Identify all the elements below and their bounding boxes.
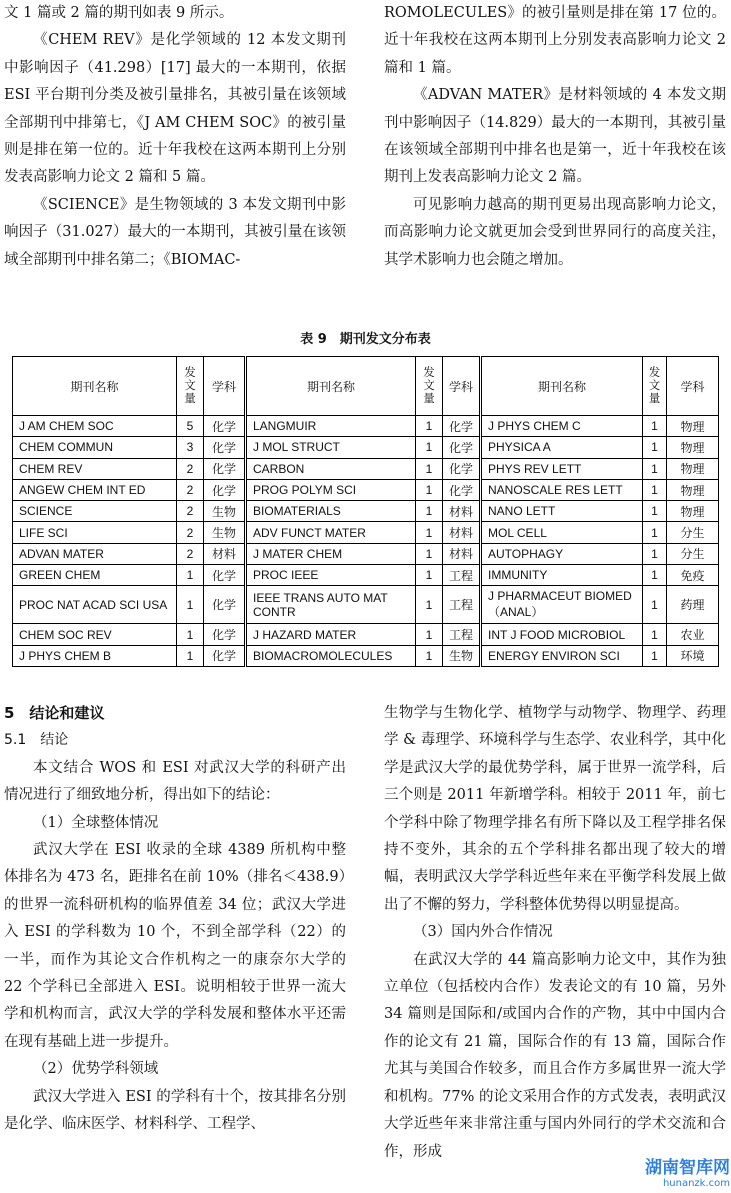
subject-cell: 物理 (667, 416, 719, 437)
table-row (13, 479, 719, 500)
count-cell: 1 (416, 437, 443, 458)
count-cell: 1 (416, 565, 443, 586)
bottom-right-column (384, 700, 726, 1166)
subject-cell: 物理 (667, 479, 719, 500)
subject-cell: 生物 (443, 645, 481, 666)
count-cell: 2 (177, 458, 204, 479)
header-count: 发 文 量 (177, 357, 204, 416)
journal-name-cell: PHYSICA A (481, 437, 643, 458)
count-cell: 1 (416, 543, 443, 564)
header-count: 发 文 量 (416, 357, 443, 416)
count-cell: 1 (643, 479, 667, 500)
cooperation-para: 在武汉大学的 44 篇高影响力论文中，其作为独立单位（包括校内合作）发表论文的有 10 篇，另外 34 篇则是国际和/或国内合作的产物，其中中国内合作的论文有 21 篇，国际合作的有 13 篇，国际合作尤其与美国合作较多，而且合作方多属世界一流大学和机构。77% 的论文采用合作的方式发表，表明武汉大学近些年来非常注重与国内外同行的学术交流和合作，形成 (384, 951, 726, 1160)
table-row (13, 501, 719, 522)
subject-cell: 化学 (204, 458, 246, 479)
item-advantage: （2）优势学科领域 (33, 1061, 159, 1078)
journal-name-cell: IMMUNITY (481, 565, 643, 586)
journal-name-cell: CHEM REV (13, 458, 177, 479)
count-cell: 1 (416, 522, 443, 543)
subject-cell: 环境 (667, 645, 719, 666)
header-subject: 学科 (204, 357, 246, 416)
subject-cell: 物理 (667, 501, 719, 522)
count-cell: 1 (643, 543, 667, 564)
subject-cell: 材料 (443, 501, 481, 522)
top-left-para-1: 文 1 篇或 2 篇的期刊如表 9 所示。 (4, 5, 234, 21)
header-journal-name: 期刊名称 (481, 357, 643, 416)
item-global: （1）全球整体情况 (33, 814, 159, 831)
journal-name-cell: BIOMATERIALS (246, 501, 416, 522)
journal-name-cell: CHEM SOC REV (13, 624, 177, 645)
count-cell: 2 (177, 543, 204, 564)
count-cell: 1 (416, 645, 443, 666)
subject-cell: 生物 (204, 522, 246, 543)
count-cell: 1 (416, 586, 443, 624)
journal-name-cell: ENERGY ENVIRON SCI (481, 645, 643, 666)
journal-name-cell: PROC NAT ACAD SCI USA (13, 586, 177, 624)
subject-cell: 工程 (443, 624, 481, 645)
journal-name-cell: MOL CELL (481, 522, 643, 543)
count-cell: 2 (177, 522, 204, 543)
journal-name-cell: LANGMUIR (246, 416, 416, 437)
header-subject: 学科 (667, 357, 719, 416)
top-left-column (4, 0, 346, 274)
count-cell: 3 (177, 437, 204, 458)
table-row (13, 624, 719, 645)
watermark-name: 湖南智库网 (645, 1158, 730, 1178)
table-row (13, 543, 719, 564)
subject-cell: 农业 (667, 624, 719, 645)
top-right-para-2: 《ADVAN MATER》是材料领域的 4 本发文期刊中影响因子（14.829）最大的一本期刊，其被引量在该领域全部期刊中排名也是第一，近十年我校在该期刊上发表高影响力论文 2 篇。 (384, 87, 726, 186)
subject-cell: 化学 (204, 645, 246, 666)
header-count: 发 文 量 (643, 357, 667, 416)
header-journal-name: 期刊名称 (246, 357, 416, 416)
journal-name-cell: CARBON (246, 458, 416, 479)
count-cell: 1 (416, 458, 443, 479)
journal-name-cell: J PHYS CHEM C (481, 416, 643, 437)
table-header-row (13, 357, 719, 416)
section-heading: 5 结论和建议 (4, 704, 105, 722)
count-cell: 1 (643, 645, 667, 666)
count-cell: 2 (177, 501, 204, 522)
count-cell: 1 (416, 416, 443, 437)
count-cell: 1 (643, 624, 667, 645)
count-cell: 1 (643, 416, 667, 437)
journal-name-cell: J PHYS CHEM B (13, 645, 177, 666)
table-row (13, 437, 719, 458)
subject-cell: 生物 (204, 501, 246, 522)
watermark-logo (620, 1158, 730, 1192)
subject-cell: 材料 (443, 522, 481, 543)
journal-name-cell: NANO LETT (481, 501, 643, 522)
journal-name-cell: J HAZARD MATER (246, 624, 416, 645)
subject-cell: 材料 (204, 543, 246, 564)
count-cell: 1 (177, 565, 204, 586)
subject-cell: 药理 (667, 586, 719, 624)
watermark-url: hunanzk.com (662, 1178, 730, 1189)
conclusion-intro: 本文结合 WOS 和 ESI 对武汉大学的科研产出情况进行了细致地分析，得出如下的结论： (4, 759, 346, 804)
journal-name-cell: SCIENCE (13, 501, 177, 522)
subject-cell: 化学 (204, 416, 246, 437)
journal-name-cell: J AM CHEM SOC (13, 416, 177, 437)
count-cell: 1 (416, 501, 443, 522)
subject-cell: 化学 (204, 437, 246, 458)
advantage-para: 武汉大学进入 ESI 的学科有十个，按其排名分别是化学、临床医学、材料科学、工程学、 (4, 1088, 346, 1133)
journal-name-cell: GREEN CHEM (13, 565, 177, 586)
journal-name-cell: J PHARMACEUT BIOMED（ANAL） (481, 586, 643, 624)
subject-cell: 化学 (443, 458, 481, 479)
count-cell: 1 (416, 624, 443, 645)
subject-cell: 工程 (443, 586, 481, 624)
subject-cell: 化学 (204, 586, 246, 624)
table-row (13, 522, 719, 543)
count-cell: 1 (177, 624, 204, 645)
count-cell: 1 (643, 522, 667, 543)
subject-cell: 化学 (443, 416, 481, 437)
header-subject: 学科 (443, 357, 481, 416)
table-row (13, 586, 719, 624)
advantage-para-cont: 生物学与生物化学、植物学与动物学、物理学、药理学 & 毒理学、环境科学与生态学、农业科学，其中化学是武汉大学的最优势学科，属于世界一流学科，后三个则是 2011 年新增学科。相较于 2011 年，前七个学科中除了物理学排名有所下降以及工程学排名保持不变外，其余的五个学科排名都出现了较大的增幅，表明武汉大学学科近些年来在平衡学科发展上做出了不懈的努力，学科整体优势得以明显提高。 (384, 705, 726, 913)
count-cell: 1 (177, 645, 204, 666)
subsection-heading: 5.1 结论 (4, 732, 69, 749)
journal-name-cell: PHYS REV LETT (481, 458, 643, 479)
top-right-para-1: ROMOLECULES》的被引量则是排在第 17 位的。近十年我校在这两本期刊上分别发表高影响力论文 2 篇和 1 篇。 (384, 5, 726, 76)
journal-name-cell: BIOMACROMOLECULES (246, 645, 416, 666)
count-cell: 2 (177, 479, 204, 500)
journal-name-cell: NANOSCALE RES LETT (481, 479, 643, 500)
top-right-column (384, 0, 726, 274)
header-journal-name: 期刊名称 (13, 357, 177, 416)
count-cell: 1 (643, 586, 667, 624)
item-cooperation: （3）国内外合作情况 (413, 924, 553, 941)
count-cell: 1 (643, 501, 667, 522)
subject-cell: 免疫 (667, 565, 719, 586)
journal-name-cell: ADVAN MATER (13, 543, 177, 564)
journal-name-cell: J MOL STRUCT (246, 437, 416, 458)
subject-cell: 化学 (443, 437, 481, 458)
subject-cell: 化学 (443, 479, 481, 500)
top-left-para-3: 《SCIENCE》是生物领域的 3 本发文期刊中影响因子（31.027）最大的一本期刊，其被引量在该领域全部期刊中排名第二；《BIOMAC- (4, 196, 346, 268)
subject-cell: 物理 (667, 437, 719, 458)
top-left-para-2: 《CHEM REV》是化学领域的 12 本发文期刊中影响因子（41.298）[17] 最大的一本期刊，依据 ESI 平台期刊分类及被引量排名，其被引量在该领域全部期刊中排第七，《J AM CHEM SOC》的被引量则是排在第一位的。近十年我校在这两本期刊上分别发表高影响力论文 2 篇和 5 篇。 (4, 32, 346, 186)
subject-cell: 物理 (667, 458, 719, 479)
subject-cell: 化学 (204, 565, 246, 586)
subject-cell: 分生 (667, 522, 719, 543)
count-cell: 1 (177, 586, 204, 624)
table-row (13, 416, 719, 437)
count-cell: 5 (177, 416, 204, 437)
table-caption: 表 9 期刊发文分布表 (300, 332, 431, 347)
journal-name-cell: ADV FUNCT MATER (246, 522, 416, 543)
subject-cell: 工程 (443, 565, 481, 586)
journal-name-cell: ANGEW CHEM INT ED (13, 479, 177, 500)
count-cell: 1 (643, 565, 667, 586)
count-cell: 1 (643, 437, 667, 458)
table-row (13, 565, 719, 586)
global-para: 武汉大学在 ESI 收录的全球 4389 所机构中整体排名为 473 名，距排名在前 10%（排名＜438.9）的世界一流科研机构的临界值差 34 位；武汉大学进入 ESI 的学科数为 10 个，不到全部学科（22）的一半，而作为其论文合作机构之一的康奈尔大学的 22 个学科已全部进入 ESI。说明相较于世界一流大学和机构而言，武汉大学的学科发展和整体水平还需在现有基础上进一步提升。 (4, 842, 346, 1050)
subject-cell: 化学 (204, 624, 246, 645)
journal-name-cell: PROC IEEE (246, 565, 416, 586)
count-cell: 1 (416, 479, 443, 500)
journal-name-cell: AUTOPHAGY (481, 543, 643, 564)
journal-name-cell: IEEE TRANS AUTO MAT CONTR (246, 586, 416, 624)
top-right-para-3: 可见影响力越高的期刊更易出现高影响力论文，而高影响力论文就更加会受到世界同行的高度关注，其学术影响力也会随之增加。 (384, 196, 726, 268)
table-row (13, 645, 719, 666)
journal-distribution-table (12, 356, 719, 667)
journal-name-cell: CHEM COMMUN (13, 437, 177, 458)
journal-name-cell: LIFE SCI (13, 522, 177, 543)
subject-cell: 材料 (443, 543, 481, 564)
subject-cell: 化学 (204, 479, 246, 500)
count-cell: 1 (643, 458, 667, 479)
journal-name-cell: PROG POLYM SCI (246, 479, 416, 500)
journal-name-cell: INT J FOOD MICROBIOL (481, 624, 643, 645)
table-row (13, 458, 719, 479)
bottom-left-column (4, 700, 346, 1139)
journal-name-cell: J MATER CHEM (246, 543, 416, 564)
subject-cell: 分生 (667, 543, 719, 564)
